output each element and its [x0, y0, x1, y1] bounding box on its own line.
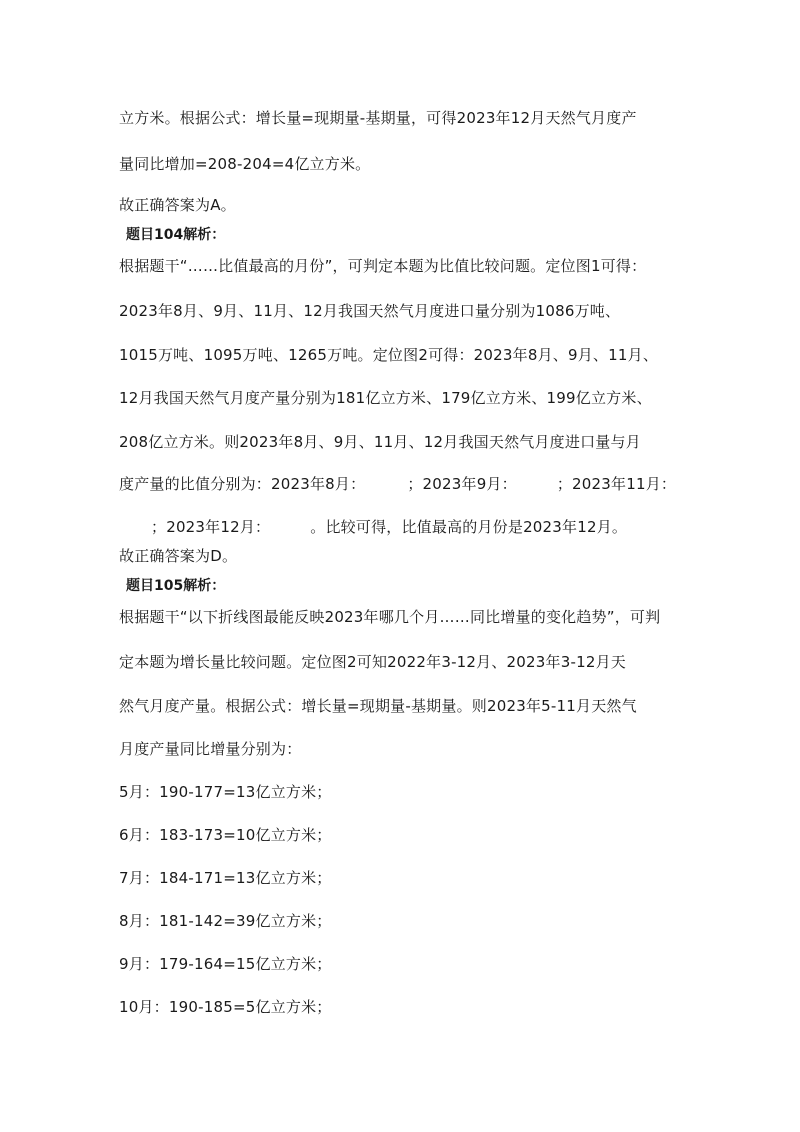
text-line: 12月我国天然气月度产量分别为181亿立方米、179亿立方米、199亿立方米、 — [119, 389, 652, 407]
text-line: 根据题干“以下折线图最能反映2023年哪几个月……同比增量的变化趋势”，可判 — [119, 608, 661, 626]
ratio-text: 。比较可得，比值最高的月份是2023年12月。 — [310, 518, 628, 536]
ratio-text: 度产量的比值分别为：2023年8月： — [119, 475, 366, 493]
list-item: 6月：183-173=10亿立方米； — [119, 826, 332, 844]
text-line: 208亿立方米。则2023年8月、9月、11月、12月我国天然气月度进口量与月 — [119, 433, 641, 451]
answer-line: 故正确答案为A。 — [119, 196, 236, 214]
text-line: 然气月度产量。根据公式：增长量=现期量-基期量。则2023年5-11月天然气 — [119, 697, 637, 715]
text-line: 1015万吨、1095万吨、1265万吨。定位图2可得：2023年8月、9月、11月、 — [119, 346, 659, 364]
section-heading-104: 题目104解析： — [126, 227, 226, 243]
text-line: 根据题干“……比值最高的月份”，可判定本题为比值比较问题。定位图1可得： — [119, 257, 647, 275]
text-line: 立方米。根据公式：增长量=现期量-基期量，可得2023年12月天然气月度产 — [119, 109, 637, 127]
ratio-line — [119, 474, 676, 494]
text-line: 定本题为增长量比较问题。定位图2可知2022年3-12月、2023年3-12月天 — [119, 653, 626, 671]
answer-line: 故正确答案为D。 — [119, 547, 238, 565]
ratio-line — [119, 517, 627, 537]
list-item: 5月：190-177=13亿立方米； — [119, 783, 332, 801]
text-line: 量同比增加=208-204=4亿立方米。 — [119, 155, 371, 173]
ratio-text: ；2023年11月： — [556, 475, 677, 493]
list-item: 7月：184-171=13亿立方米； — [119, 869, 332, 887]
text-line: 2023年8月、9月、11月、12月我国天然气月度进口量分别为1086万吨、 — [119, 302, 621, 320]
ratio-text: ；2023年12月： — [151, 518, 271, 536]
text-line: 月度产量同比增量分别为： — [119, 740, 302, 758]
list-item: 10月：190-185=5亿立方米； — [119, 998, 332, 1016]
ratio-text: ；2023年9月： — [407, 475, 517, 493]
list-item: 9月：179-164=15亿立方米； — [119, 955, 332, 973]
section-heading-105: 题目105解析： — [126, 578, 226, 594]
list-item: 8月：181-142=39亿立方米； — [119, 912, 332, 930]
